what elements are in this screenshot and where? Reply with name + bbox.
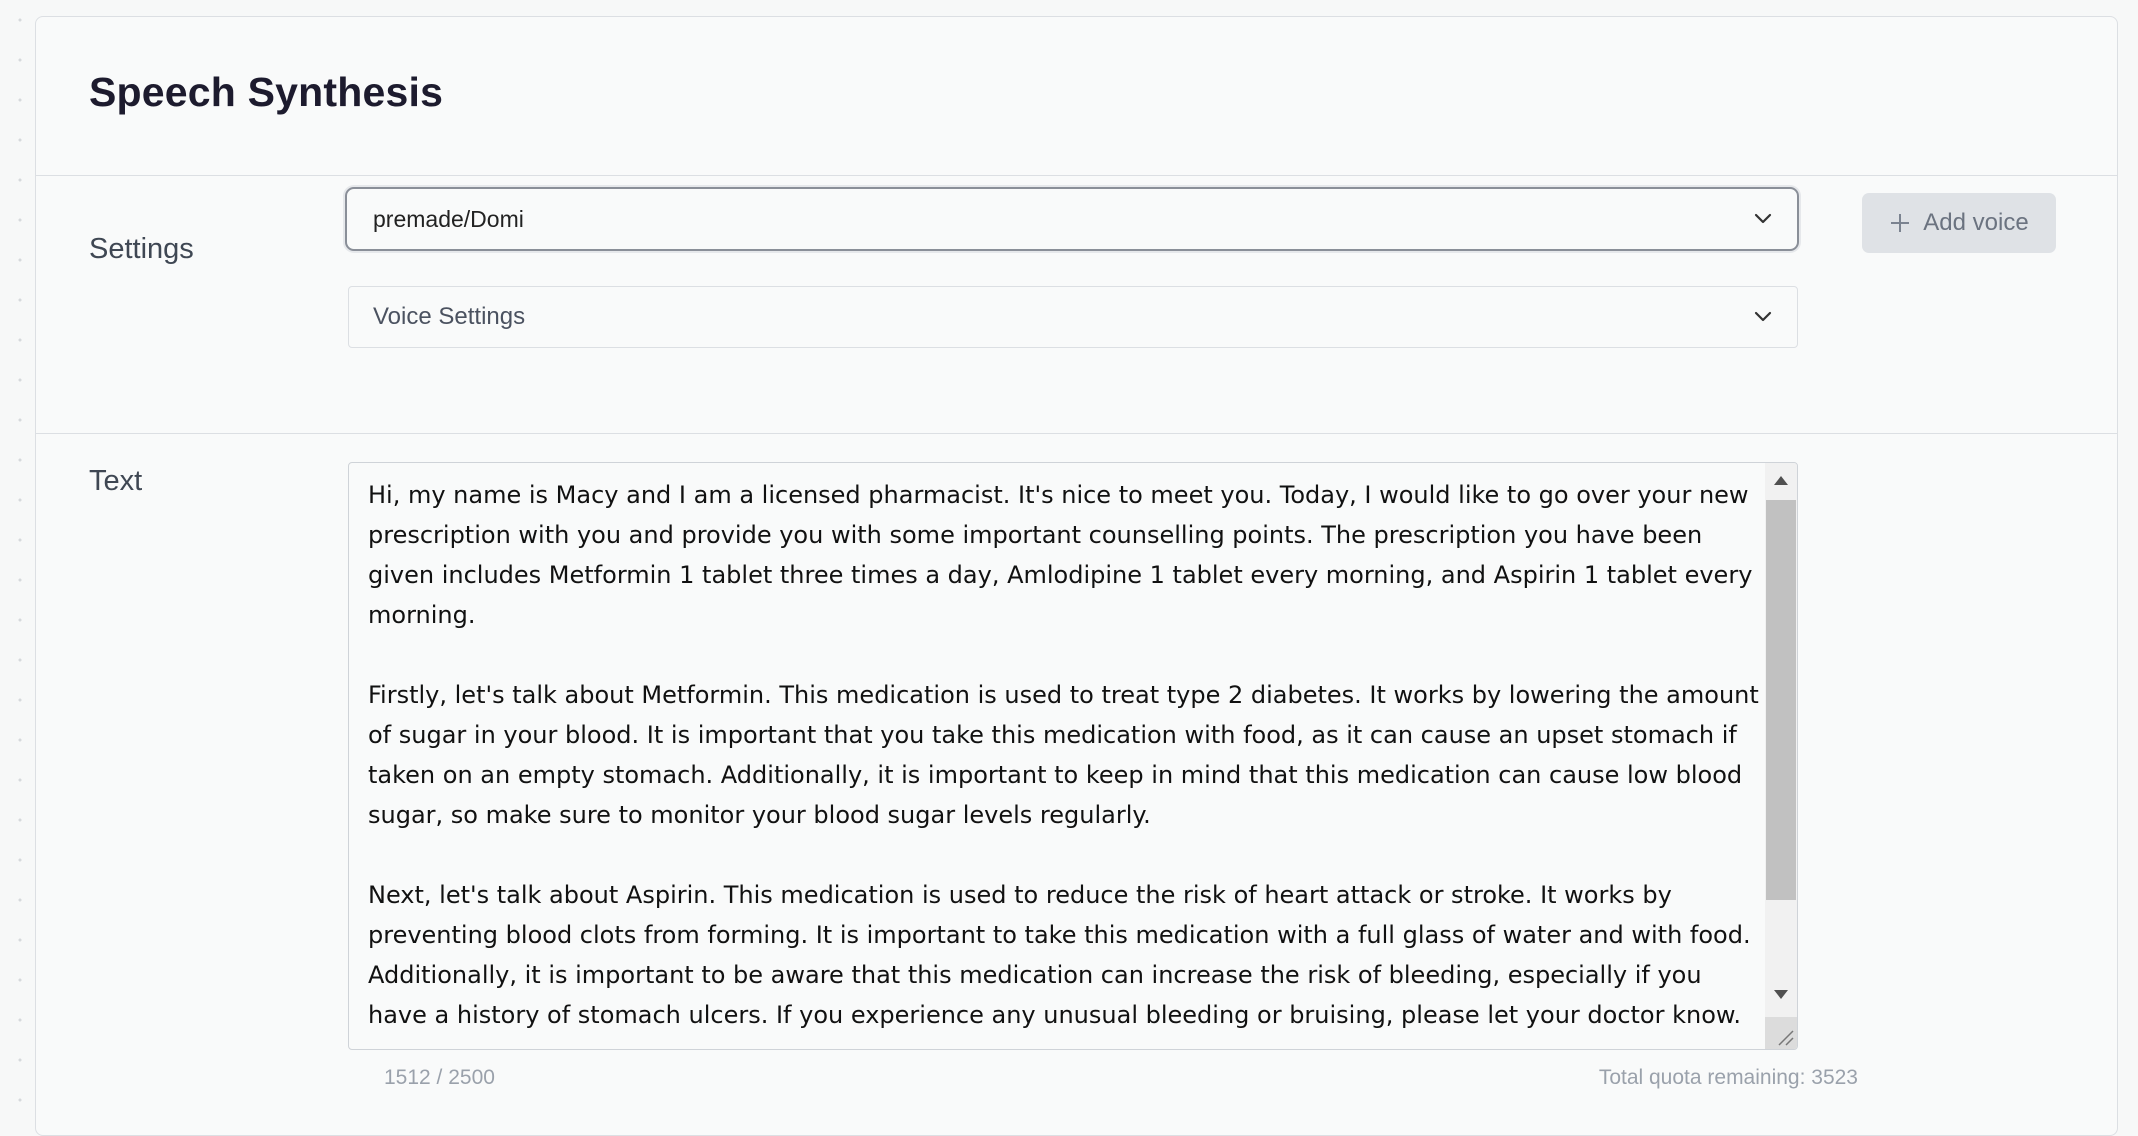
voice-settings-accordion[interactable] (348, 286, 1798, 348)
page-title: Speech Synthesis (89, 69, 444, 115)
vertical-scrollbar[interactable] (1765, 463, 1797, 1049)
text-input-content[interactable] (368, 475, 1759, 1050)
text-paragraph: Hi, my name is Macy and I am a licensed pharmacist. It's nice to meet you. Today, I would like to go over your new prescription with you and provide you with some important counselling points. The prescription you have been given includes Metformin 1 tablet three times a day, Amlodipine 1 tablet every morning, and Aspirin 1 tablet every morning. (368, 481, 1753, 629)
text-label: Text (89, 465, 143, 497)
character-counter: 1512 / 2500 (384, 1066, 495, 1089)
add-voice-label: Add voice (1923, 209, 2029, 236)
plus-icon (1889, 212, 1911, 234)
chevron-down-icon (1753, 308, 1773, 326)
chevron-down-icon (1753, 210, 1773, 228)
text-paragraph: Next, let's talk about Aspirin. This medication is used to reduce the risk of heart attack or stroke. It works by preventing blood clots from forming. It is important to take this medication with a full glass of water and with food. Additionally, it is important to be aware that this medication can increase the risk of bleeding, especially if you have a history of stomach ulcers. If you experience any unusual bleeding or bruising, please let your doctor know. (368, 881, 1751, 1029)
scroll-thumb[interactable] (1766, 500, 1796, 900)
scroll-down-arrow-icon[interactable] (1774, 990, 1788, 999)
voice-select-value: premade/Domi (373, 205, 524, 232)
card-header (36, 17, 2117, 176)
resize-grip-icon[interactable] (1765, 1017, 1797, 1049)
text-input[interactable] (348, 462, 1798, 1050)
settings-label: Settings (89, 233, 194, 265)
voice-settings-label: Voice Settings (373, 303, 526, 330)
text-paragraph: Firstly, let's talk about Metformin. This medication is used to treat type 2 diabetes. It works by lowering the amount of sugar in your blood. It is important that you take this medication with food, as it can cause an upset stomach if taken on an empty stomach. Additionally, it is important to keep in mind that this medication can cause low blood sugar, so make sure to monitor your blood sugar levels regularly. (368, 681, 1759, 829)
scroll-up-arrow-icon[interactable] (1774, 476, 1788, 485)
voice-select[interactable] (345, 187, 1799, 251)
quota-remaining: Total quota remaining: 3523 (1598, 1066, 1858, 1089)
add-voice-button[interactable] (1862, 193, 2056, 253)
